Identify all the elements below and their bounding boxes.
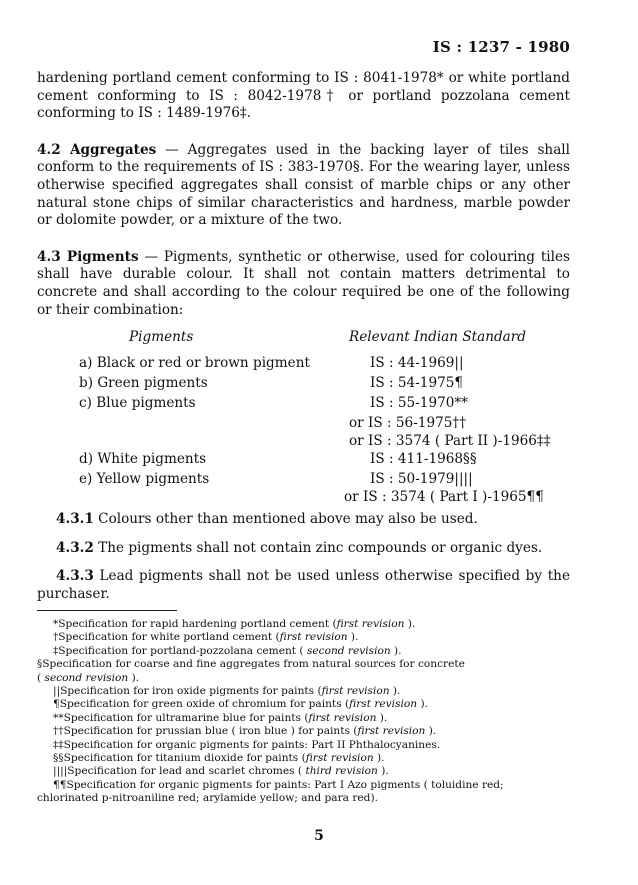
standard-ref: IS : 411-1968§§ — [370, 451, 477, 468]
footnote — [37, 672, 570, 685]
footnote-tail: ). — [390, 644, 402, 657]
footnote-revision: second revision — [306, 644, 391, 657]
pigment-label: c) Blue pigments — [79, 395, 196, 412]
footnote — [37, 698, 570, 711]
footnote-text: chlorinated p-nitroaniline red; arylamide yellow; and para red). — [37, 792, 378, 805]
section-4-3-3-num: 4.3.3 — [56, 568, 94, 585]
footnote — [37, 752, 570, 765]
standard-ref: or IS : 56-1975†† — [349, 415, 466, 432]
pigment-label: e) Yellow pigments — [79, 471, 210, 488]
pigment-label: b) Green pigments — [79, 375, 208, 392]
section-4-3-heading: 4.3 Pigments — [37, 248, 139, 265]
table-row — [37, 451, 570, 471]
footnote-tail: ). — [373, 752, 385, 765]
footnote — [37, 631, 570, 644]
footnote-rule — [37, 610, 177, 611]
footnote — [37, 792, 570, 805]
table-row — [37, 395, 570, 415]
footnote-text: *Specification for rapid hardening portland cement ( — [53, 618, 337, 630]
document-header: IS : 1237 - 1980 — [432, 38, 570, 56]
footnote — [37, 765, 570, 778]
standard-ref: or IS : 3574 ( Part I )-1965¶¶ — [344, 489, 544, 506]
table-row — [37, 471, 570, 491]
footnote — [37, 712, 570, 725]
footnote-revision: first revision — [305, 752, 374, 765]
footnote-text: ( — [37, 671, 45, 684]
section-4-3-text: — Pigments, synthetic or otherwise, used for colouring tiles shall have durable colour. It shall not contain matters detrimental to concrete and shall according to the colour required be one of the following or their combination: — [37, 248, 571, 318]
footnote-text: ¶Specification for green oxide of chromium for paints ( — [53, 698, 350, 711]
section-4-3-3 — [37, 568, 570, 603]
section-4-2-heading: 4.2 Aggregates — [37, 141, 157, 158]
section-4-3-1 — [56, 511, 570, 529]
footnote-text: ††Specification for prussian blue ( iron blue ) for paints ( — [53, 725, 358, 738]
standard-ref: IS : 50-1979|||| — [370, 471, 473, 488]
footnotes — [37, 618, 570, 806]
standard-ref: IS : 44-1969|| — [370, 355, 464, 372]
table-row — [37, 375, 570, 395]
footnote-tail: ). — [425, 725, 437, 738]
footnote — [37, 685, 570, 698]
table-row — [37, 415, 570, 435]
section-4-3-2-text: The pigments shall not contain zinc compounds or organic dyes. — [93, 539, 543, 556]
footnote-text: §Specification for coarse and fine aggregates from natural sources for concrete — [37, 658, 465, 671]
section-4-3-1-num: 4.3.1 — [56, 511, 94, 528]
pigments-table — [37, 329, 570, 505]
footnote-tail: ). — [376, 711, 388, 724]
standard-ref: IS : 54-1975¶ — [370, 375, 464, 392]
footnote-tail: ). — [377, 765, 389, 778]
table-row — [37, 433, 570, 453]
footnote-text: ||Specification for iron oxide pigments for paints ( — [53, 685, 322, 698]
footnote — [37, 739, 570, 752]
pigment-label: d) White pigments — [79, 451, 207, 468]
section-4-2-text: — Aggregates used in the backing layer of tiles shall conform to the requirements of IS : 383-1970§. For the wearing layer, unless otherwise specified aggregates shall consist of marble chips or any other natural stone chips of similar characteristics and hardness, marble powder or dolomite powder, or a mixture of the two. — [37, 141, 570, 229]
footnote-text: ||||Specification for lead and scarlet chromes ( — [53, 765, 306, 778]
section-4-3-2 — [56, 540, 570, 558]
footnote-tail: ). — [404, 618, 416, 630]
intro-paragraph: hardening portland cement conforming to IS : 8041-1978* or white portland cement conforming to IS : 8042-1978† or portland pozzolana cement conforming to IS : 1489-1976‡. — [37, 70, 570, 122]
footnote-revision: third revision — [305, 765, 378, 778]
footnote — [37, 645, 570, 658]
footnote-tail: ). — [128, 671, 140, 684]
col-head-pigments: Pigments — [129, 329, 194, 346]
standard-ref: or IS : 3574 ( Part II )-1966‡‡ — [349, 433, 551, 450]
footnote — [37, 618, 570, 631]
footnote-text: ‡‡Specification for organic pigments for paints: Part II Phthalocyanines. — [53, 738, 441, 751]
footnote-tail: ). — [389, 685, 401, 698]
footnote-revision: first revision — [308, 711, 377, 724]
footnote — [37, 725, 570, 738]
footnote — [37, 658, 570, 671]
footnote-text: †Specification for white portland cement ( — [53, 631, 280, 644]
footnote-revision: second revision — [44, 671, 129, 684]
footnote-text: ‡Specification for portland-pozzolana cement ( — [53, 644, 307, 657]
footnote-revision: first revision — [279, 631, 348, 644]
standard-ref: IS : 55-1970** — [370, 395, 468, 412]
body-text — [37, 70, 570, 604]
footnote-revision: first revision — [336, 618, 405, 630]
section-4-3-2-num: 4.3.2 — [56, 539, 94, 556]
footnote-revision: first revision — [321, 685, 390, 698]
footnote-text: ¶¶Specification for organic pigments for paints: Part I Azo pigments ( toluidine red; — [53, 778, 504, 791]
col-head-standard: Relevant Indian Standard — [349, 329, 526, 346]
footnote-tail: ). — [347, 631, 359, 644]
section-4-3-1-text: Colours other than mentioned above may also be used. — [93, 511, 478, 528]
footnote-revision: first revision — [357, 725, 426, 738]
footnote — [37, 779, 570, 792]
table-row — [37, 355, 570, 375]
section-4-2 — [37, 142, 570, 230]
footnote-text: **Specification for ultramarine blue for paints ( — [53, 711, 309, 724]
footnote-tail: ). — [417, 698, 428, 711]
table-row — [37, 489, 570, 509]
page-number: 5 — [314, 828, 324, 844]
section-4-3-3-text: Lead pigments shall not be used unless otherwise specified by the purchaser. — [37, 568, 570, 602]
pigment-label: a) Black or red or brown pigment — [79, 355, 310, 372]
footnote-revision: first revision — [349, 698, 418, 711]
section-4-3 — [37, 249, 570, 319]
footnote-text: §§Specification for titanium dioxide for paints ( — [53, 752, 306, 765]
